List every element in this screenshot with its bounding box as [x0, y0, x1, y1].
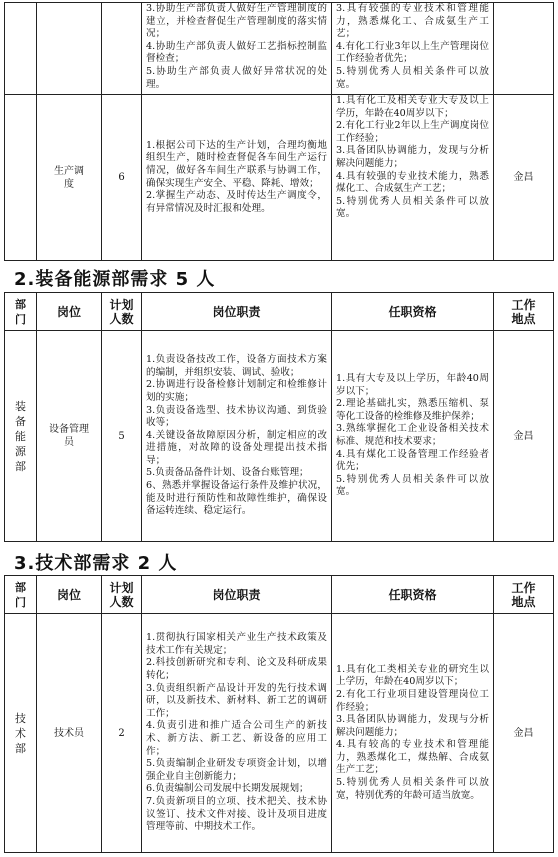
location-cell: [494, 95, 554, 261]
headcount: 2: [118, 727, 125, 739]
list-item: 3.具备团队协调能力，发现与分析解决问题能力；: [336, 145, 489, 169]
section-title: 2.装备能源部需求 5 人: [14, 269, 216, 290]
section-title: 3.技术部需求 2 人: [14, 553, 178, 574]
list-item: 5.特别优秀人员相关条件可以放宽。: [336, 473, 489, 498]
list-item: 7.负责新项目的立项、技术把关、技术协议签订、技术文件对接、设计及项目进度管理等前、中期技术工作。: [146, 795, 327, 833]
header-duties: 岗位职责: [142, 293, 332, 331]
duties-list: [142, 3, 331, 91]
list-item: 3.具备团队协调能力，发现与分析解决问题能力；: [336, 714, 489, 738]
location: 金昌: [513, 172, 534, 183]
list-item: 4.协助生产部负责人做好工艺指标控制监督检查；: [146, 40, 327, 65]
count-cell: [102, 614, 142, 853]
list-item: 2.协调进行设备检修计划制定和检维修计划的实施；: [146, 379, 327, 403]
quals-list: [332, 664, 493, 803]
header-location: 工作地点: [494, 293, 554, 331]
list-item: 2.理论基础扎实，熟悉压缩机、泵等化工设备的检维修及维护保养；: [336, 398, 489, 422]
header-count: 计划人数: [102, 576, 142, 614]
list-item: 4.具有较强的专业技术能力，熟悉煤化工、合成氨生产工艺；: [336, 170, 489, 195]
duties-cell: [142, 331, 332, 542]
list-item: 3.负责设备选型、技术协议沟通、到货验收等；: [146, 404, 327, 429]
list-item: 5.特别优秀人员相关条件可以放宽。: [336, 65, 489, 90]
table-row: [5, 3, 554, 95]
position-cell: [37, 331, 102, 542]
list-item: 3.协助生产部负责人做好生产管理制度的建立，并检查督促生产管理制度的落实情况；: [146, 3, 327, 40]
position-name: 生产调度: [54, 165, 84, 190]
list-item: 2.科技创新研究和专利、论文及科研成果转化；: [146, 657, 327, 682]
location-cell: [494, 331, 554, 542]
position-cell: [37, 614, 102, 853]
list-item: 1.具有大专及以上学历，年龄40周岁以下；: [336, 373, 489, 397]
list-item: 4.负责引进和推广适合公司生产的新技术、新方法、新工艺、新设备的应用工作；: [146, 720, 327, 757]
list-item: 5.协助生产部负责人做好异常状况的处理。: [146, 65, 327, 90]
header-dept: 部门: [5, 576, 37, 614]
list-item: 2.有化工行业2年以上生产调度岗位工作经验；: [336, 120, 489, 144]
position-name: 技术员: [54, 727, 84, 739]
list-item: 3.熟练掌握化工企业设备相关技术标准、规范和技术要求；: [336, 423, 489, 447]
header-row: [5, 293, 554, 331]
department-name: 技术部: [15, 711, 26, 755]
production-table: [4, 2, 554, 261]
location: 金昌: [513, 727, 534, 739]
location: 金昌: [513, 430, 534, 442]
header-count: 计划人数: [102, 293, 142, 331]
equipment-table: [4, 292, 554, 542]
duties-list: [142, 632, 331, 834]
quals-cell: [332, 3, 494, 95]
table-row: [5, 614, 554, 853]
duties-cell: [142, 95, 332, 261]
list-item: 2.有化工行业项目建设管理岗位工作经验；: [336, 688, 489, 713]
quals-cell: [332, 331, 494, 542]
list-item: 3.具有较强的专业技术和管理能力，熟悉煤化工、合成氨生产工艺；: [336, 3, 489, 40]
list-item: 1.贯彻执行国家相关产业生产技术政策及技术工作有关规定；: [146, 632, 327, 656]
table-row: [5, 331, 554, 542]
header-position: 岗位: [37, 576, 102, 614]
headcount: 6: [118, 172, 125, 183]
header-location: 工作地点: [494, 576, 554, 614]
position-cell: [37, 95, 102, 261]
list-item: 5.负责备品备件计划、设备台账管理；: [146, 467, 309, 479]
position-name: 设备管理员: [49, 424, 89, 448]
header-dept: 部门: [5, 293, 37, 331]
list-item: 4.有化工行业3年以上生产管理岗位工作经验者优先；: [336, 40, 489, 65]
list-item: 5.负责编制企业研发专项资金计划，以增强企业自主创新能力；: [146, 758, 327, 782]
header-quals: 任职资格: [332, 293, 494, 331]
quals-list: [332, 95, 493, 221]
list-item: 5.特别优秀人员相关条件可以放宽。: [336, 195, 489, 220]
duties-cell: [142, 614, 332, 853]
department-name: 装备能源部: [15, 399, 26, 473]
headcount: 5: [118, 430, 125, 442]
list-item: 1.具有化工及相关专业大专及以上学历，年龄在40周岁以下；: [336, 95, 489, 119]
list-item: 1.具有化工类相关专业的研究生以上学历，年龄在40周岁以下；: [336, 663, 489, 688]
duties-cell: [142, 3, 332, 95]
list-item: 6、熟悉并掌握设备运行条件及维护状况，能及时进行预防性和故障性维护，确保设备运转连续、稳定运行。: [146, 480, 327, 517]
duties-list: [142, 354, 331, 518]
count-cell: [102, 331, 142, 542]
list-item: 3.负责组织新产品设计开发的先行技术调研，以及新技术、新材料、新工艺的调研工作；: [146, 682, 327, 719]
location-cell: [494, 614, 554, 853]
quals-list: [332, 373, 493, 499]
duties-list: [142, 140, 331, 216]
header-duties: 岗位职责: [142, 576, 332, 614]
list-item: 5.特别优秀人员相关条件可以放宽，特别优秀的年龄可适当放宽。: [336, 777, 489, 801]
quals-cell: [332, 95, 494, 261]
dept-cell: [5, 331, 37, 542]
list-item: 1.负责设备技改工作，设备方面技术方案的编制，并组织安装、调试、验收；: [146, 354, 327, 378]
quals-cell: [332, 614, 494, 853]
list-item: 6.负责编制公司发展中长期发展规划；: [146, 783, 309, 795]
header-row: [5, 576, 554, 614]
header-quals: 任职资格: [332, 576, 494, 614]
list-item: 4.具有煤化工设备管理工作经验者优先；: [336, 448, 489, 473]
dept-cell: [5, 614, 37, 853]
count-cell: [102, 95, 142, 261]
list-item: 4.关键设备故障原因分析，制定相应的改进措施，对故障的设备处理提出技术指导；: [146, 429, 327, 466]
list-item: 2.掌握生产动态、及时传达生产调度令，有异常情况及时汇报和处理。: [146, 190, 327, 214]
quals-list: [332, 3, 493, 91]
list-item: 4.具有较高的专业技术和管理能力，熟悉煤化工，煤热解、合成氨生产工艺；: [336, 739, 489, 776]
list-item: 1.根据公司下达的生产计划，合理均衡地组织生产，随时检查督促各车间生产运行情况，做好各车间生产联系与协调工作，确保实现生产安全、平稳、降耗、增效；: [146, 139, 327, 189]
header-position: 岗位: [37, 293, 102, 331]
table-row: [5, 95, 554, 261]
technology-table: [4, 575, 554, 853]
